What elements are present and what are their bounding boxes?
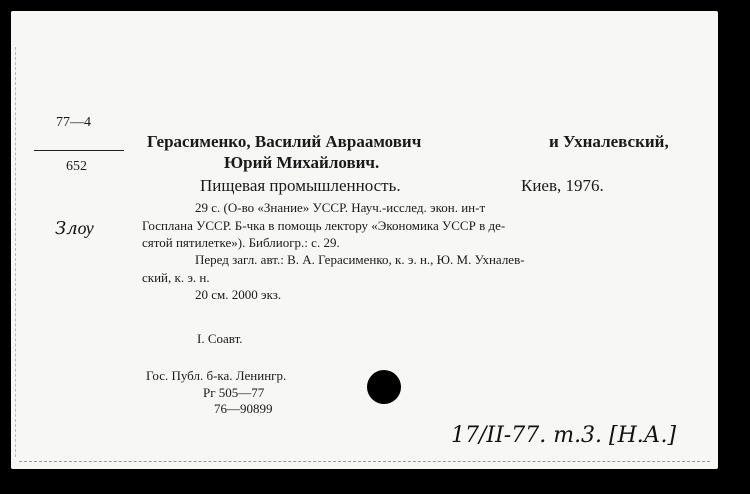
call-number-top: 77—4 [56,115,91,130]
card-punch-hole [367,370,401,404]
catalog-card [11,11,718,469]
coauthor-name: Юрий Михайлович. [224,153,380,172]
call-number-divider [34,150,124,151]
coauthor-heading: и Ухналевский, [549,132,669,151]
description-line-3: сятой пятилетке»). Библиогр.: с. 29. [142,235,340,250]
library-name: Гос. Публ. б-ка. Ленингр. [146,368,287,383]
card-edge-mark [15,47,17,457]
author-heading: Герасименко, Василий Авраамович [147,132,422,151]
tracing: I. Соавт. [197,331,243,346]
call-number-bottom: 652 [66,159,87,174]
note-line-2: ский, к. э. н. [142,270,210,285]
library-number: Рг 505—77 [203,385,265,400]
description-line-1: 29 с. (О-во «Знание» УССР. Науч.-исслед. экон. ин-т [195,200,486,215]
note-line-1: Перед загл. авт.: В. А. Герасименко, к. э. н., Ю. М. Ухналев- [195,252,525,267]
book-title: Пищевая промышленность. [200,176,401,195]
bottom-handwriting: 17/II-77. т.3. [Н.А.] [451,423,677,448]
size-and-copies: 20 см. 2000 экз. [195,287,282,302]
description-line-2: Госплана УССР. Б-чка в помощь лектору «Экономика УССР в де- [142,218,506,233]
margin-handwriting: Злѹ [55,218,94,239]
imprint: Киев, 1976. [521,176,604,195]
accession-number: 76—90899 [214,401,273,416]
card-bottom-edge [19,461,710,463]
